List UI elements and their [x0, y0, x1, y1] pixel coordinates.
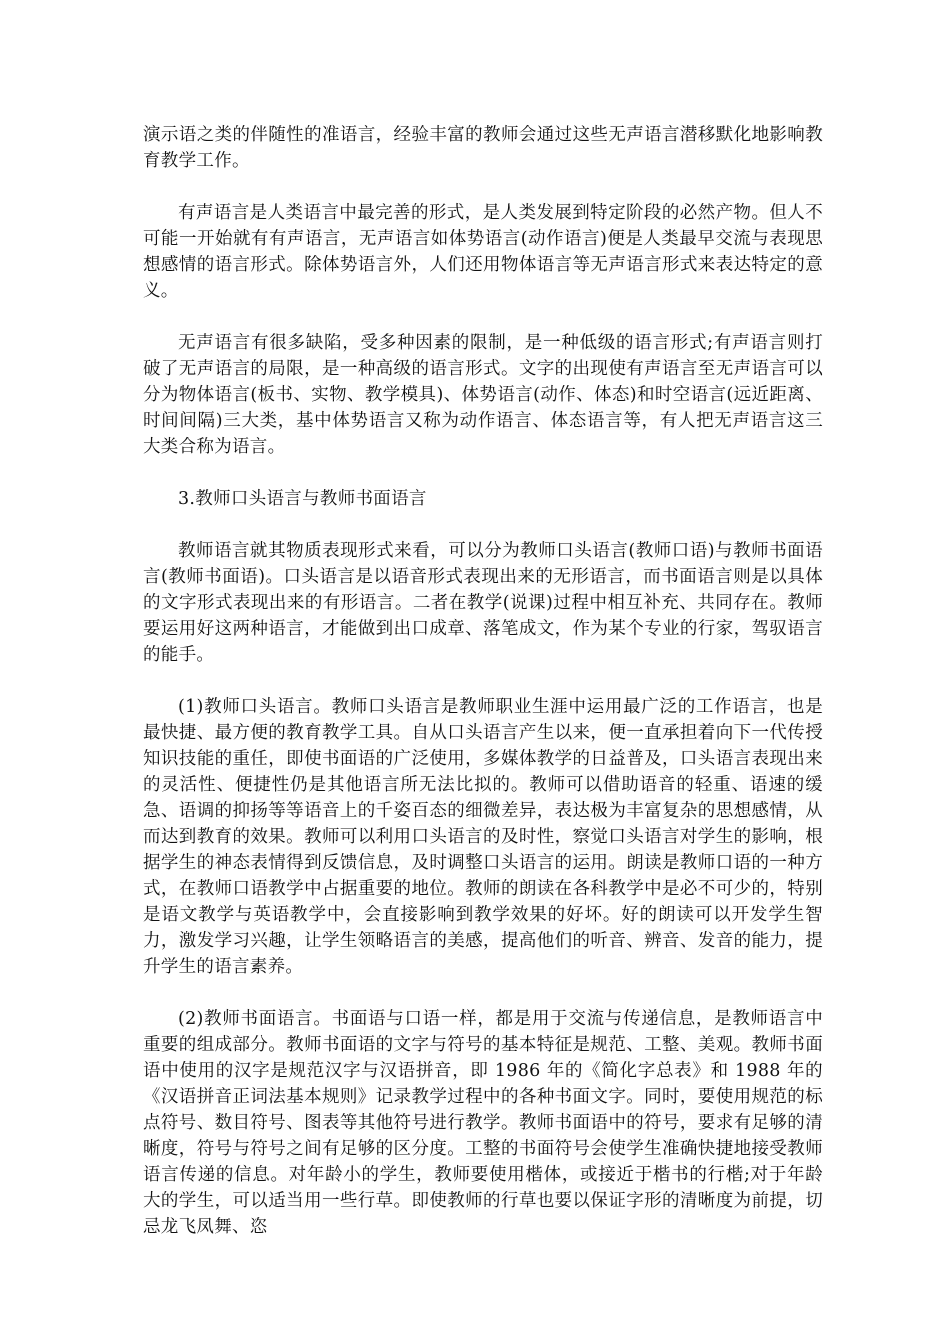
paragraph-oral-language: (1)教师口头语言。教师口头语言是教师职业生涯中运用最广泛的工作语言，也是最快捷、最方便的教育教学工具。自从口头语言产生以来，便一直承担着向下一代传授知识技能的重任，即使书面语的广泛使用，多媒体教学的日益普及，口头语言表现出来的灵活性、便捷性仍是其他语言所无法比拟的。教师可以借助语音的轻重、语速的缓急、语调的抑扬等等语音上的千姿百态的细微差异，表达极为丰富复杂的思想感情，从而达到教育的效果。教师可以利用口头语言的及时性，察觉口头语言对学生的影响，根据学生的神态表情得到反馈信息，及时调整口头语言的运用。朗读是教师口语的一种方式，在教师口语教学中占据重要的地位。教师的朗读在各科教学中是必不可少的，特别是语文教学与英语教学中，会直接影响到教学效果的好坏。好的朗读可以开发学生智力，激发学习兴趣，让学生领略语言的美感，提高他们的听音、辨音、发音的能力，提升学生的语言素养。	[143, 697, 823, 977]
document-body	[143, 122, 823, 1266]
section-heading: 3.教师口头语言与教师书面语言	[178, 489, 427, 509]
paragraph-spoken-language: 有声语言是人类语言中最完善的形式，是人类发展到特定阶段的必然产物。但人不可能一开始就有有声语言，无声语言如体势语言(动作语言)便是人类最早交流与表现思想感情的语言形式。除体势语言外，人们还用物体语言等无声语言形式来表达特定的意义。	[143, 203, 823, 301]
paragraph-written-language: (2)教师书面语言。书面语与口语一样，都是用于交流与传递信息，是教师语言中重要的组成部分。教师书面语的文字与符号的基本特征是规范、工整、美观。教师书面语中使用的汉字是规范汉字与汉语拼音，即 1986 年的《简化字总表》和 1988 年的《汉语拼音正词法基本规则》记录教学过程中的各种书面文字。同时，要使用规范的标点符号、数目符号、图表等其他符号进行教学。教师书面语中的符号，要求有足够的清晰度，符号与符号之间有足够的区分度。工整的书面符号会使学生准确快捷地接受教师语言传递的信息。对年龄小的学生，教师要使用楷体，或接近于楷书的行楷;对于年龄大的学生，可以适当用一些行草。即使教师的行草也要以保证字形的清晰度为前提，切忌龙飞凤舞、恣	[143, 1009, 823, 1237]
paragraph-continuation: 演示语之类的伴随性的准语言，经验丰富的教师会通过这些无声语言潜移默化地影响教育教学工作。	[143, 125, 823, 171]
paragraph-teacher-language-forms: 教师语言就其物质表现形式来看，可以分为教师口头语言(教师口语)与教师书面语言(教师书面语)。口头语言是以语音形式表现出来的无形语言，而书面语言则是以具体的文字形式表现出来的有形语言。二者在教学(说课)过程中相互补充、共同存在。教师要运用好这两种语言，才能做到出口成章、落笔成文，作为某个专业的行家，驾驭语言的能手。	[143, 541, 823, 665]
paragraph-silent-language: 无声语言有很多缺陷，受多种因素的限制，是一种低级的语言形式;有声语言则打破了无声语言的局限，是一种高级的语言形式。文字的出现使有声语言至无声语言可以分为物体语言(板书、实物、教学模具)、体势语言(动作、体态)和时空语言(远近距离、时间间隔)三大类，基中体势语言又称为动作语言、体态语言等，有人把无声语言这三大类合称为语言。	[143, 333, 823, 457]
